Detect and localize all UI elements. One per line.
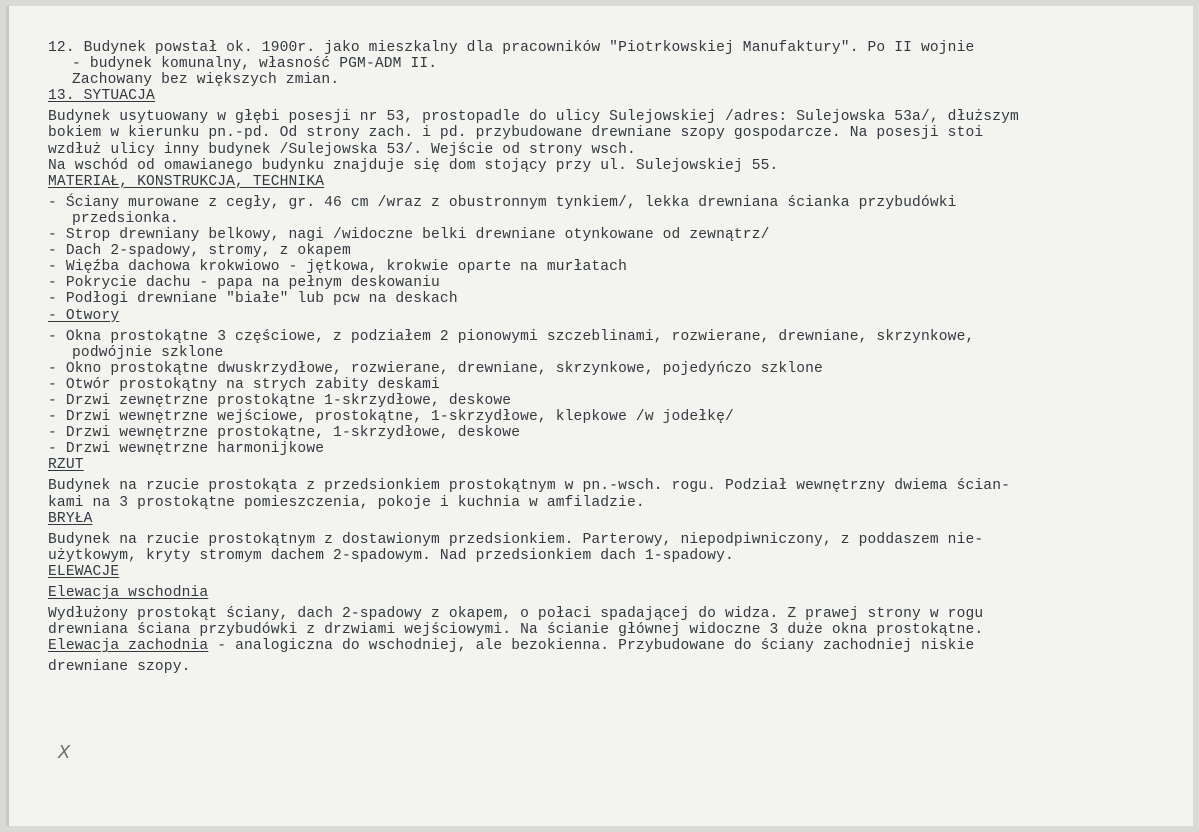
otwory-line-1: - Okna prostokątne 3 częściowe, z podziałem 2 pionowymi szczeblinami, rozwierane, drewniane, skrzynkowe,: [48, 328, 975, 345]
rzut-line-2: kami na 3 prostokątne pomieszczenia, pokoje i kuchnia w amfiladzie.: [48, 494, 645, 511]
material-line-1b: przedsionka.: [72, 210, 179, 227]
otwory-line-1b: podwójnie szklone: [72, 344, 224, 361]
material-line-4: - Więźba dachowa krokwiowo - jętkowa, krokwie oparte na murłatach: [48, 259, 627, 276]
s13-line-3: wzdłuż ulicy inny budynek /Sulejowska 53/. Wejście od strony wsch.: [48, 141, 636, 158]
bryla-line-1: Budynek na rzucie prostokątnym z dostawionym przedsionkiem. Parterowy, niepodpiwniczony, z poddaszem nie-: [48, 531, 984, 548]
otwory-line-3: - Otwór prostokątny na strych zabity deskami: [48, 376, 440, 393]
s13-line-1: Budynek usytuowany w głębi posesji nr 53, prostopadle do ulicy Sulejowskiej /adres: Sulejowska 53a/, dłuższym: [48, 109, 1019, 126]
document-text: [48, 40, 1158, 675]
section-13-heading: 13. SYTUACJA: [48, 88, 155, 105]
p12-line-1: 12. Budynek powstał ok. 1900r. jako mieszkalny dla pracowników "Piotrkowskiej Manufaktury". Po II wojnie: [48, 40, 975, 56]
elewacje-heading: ELEWACJE: [48, 563, 120, 580]
rzut-line-1: Budynek na rzucie prostokąta z przedsionkiem prostokątnym w pn.-wsch. rogu. Podział wewnętrzny dwiema ścian-: [48, 478, 1011, 495]
s13-line-4: Na wschód od omawianego budynku znajduje się dom stojący przy ul. Sulejowskiej 55.: [48, 157, 779, 174]
elewacje-line-3: [48, 638, 1158, 654]
material-line-6: - Podłogi drewniane "białe" lub pcw na deskach: [48, 291, 458, 308]
p12-line-3: Zachowany bez większych zmian.: [72, 72, 340, 89]
bryla-line-2: użytkowym, kryty stromym dachem 2-spadowym. Nad przedsionkiem dach 1-spadowy.: [48, 547, 734, 564]
elewacje-line-1: Wydłużony prostokąt ściany, dach 2-spadowy z okapem, o połaci spadającej do widza. Z prawej strony w rogu: [48, 606, 984, 623]
elewacje-line-4: drewniane szopy.: [48, 659, 191, 676]
elewacja-wschodnia-heading: Elewacja wschodnia: [48, 585, 209, 601]
otwory-heading: - Otwory: [48, 307, 120, 324]
material-line-1: - Ściany murowane z cegły, gr. 46 cm /wraz z obustronnym tynkiem/, lekka drewniana ścianka przybudówki: [48, 194, 957, 211]
material-line-3: - Dach 2-spadowy, stromy, z okapem: [48, 243, 351, 260]
material-line-2: - Strop drewniany belkowy, nagi /widoczne belki drewniane otynkowane od zewnątrz/: [48, 227, 770, 244]
material-line-5: - Pokrycie dachu - papa na pełnym deskowaniu: [48, 275, 440, 292]
handwritten-mark: X: [58, 742, 71, 763]
otwory-line-5: - Drzwi wewnętrzne wejściowe, prostokątne, 1-skrzydłowe, klepkowe /w jodełkę/: [48, 409, 734, 426]
rzut-heading: RZUT: [48, 457, 84, 474]
otwory-line-2: - Okno prostokątne dwuskrzydłowe, rozwierane, drewniane, skrzynkowe, pojedyńczo szklone: [48, 360, 823, 377]
s13-line-2: bokiem w kierunku pn.-pd. Od strony zach. i pd. przybudowane drewniane szopy gospodarcze. Na posesji stoi: [48, 125, 984, 142]
bryla-heading: BRYŁA: [48, 510, 93, 527]
p12-line-2: - budynek komunalny, własność PGM-ADM II.: [72, 56, 438, 73]
elewacja-zachodnia-heading: Elewacja zachodnia: [48, 638, 209, 655]
material-heading: MATERIAŁ, KONSTRUKCJA, TECHNIKA: [48, 173, 325, 190]
elewacja-zachodnia-text: - analogiczna do wschodniej, ale bezokienna. Przybudowane do ściany zachodniej niskie: [208, 638, 975, 655]
otwory-line-7: - Drzwi wewnętrzne harmonijkowe: [48, 441, 325, 458]
otwory-line-4: - Drzwi zewnętrzne prostokątne 1-skrzydłowe, deskowe: [48, 392, 512, 409]
otwory-line-6: - Drzwi wewnętrzne prostokątne, 1-skrzydłowe, deskowe: [48, 425, 521, 442]
elewacje-line-2: drewniana ściana przybudówki z drzwiami wejściowymi. Na ścianie głównej widoczne 3 duże okna prostokątne.: [48, 622, 984, 639]
